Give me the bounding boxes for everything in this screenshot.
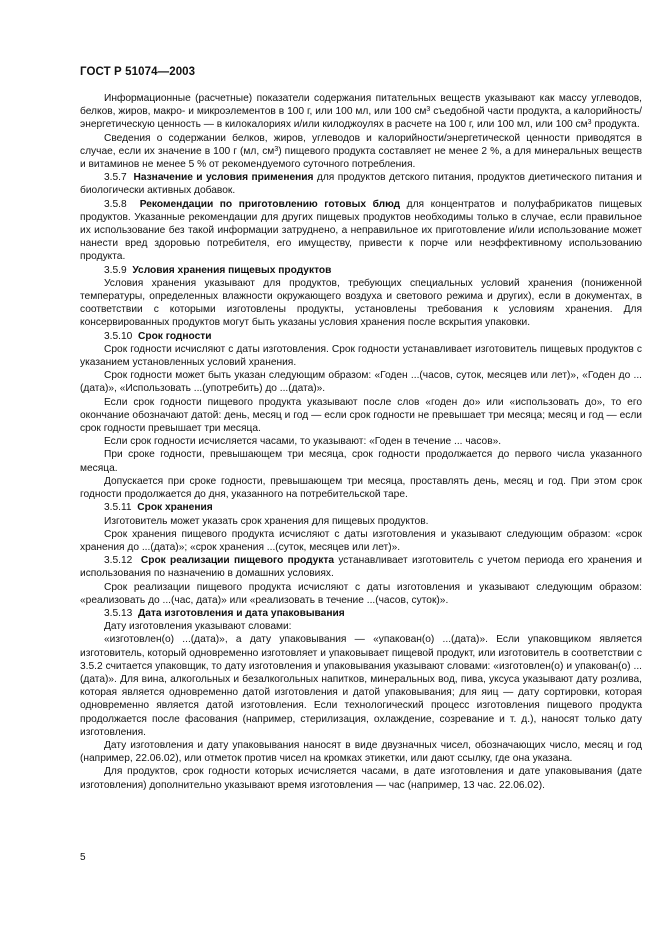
paragraph-text: Дату изготовления указывают словами: bbox=[104, 621, 292, 633]
section-number: 3.5.10 bbox=[104, 330, 138, 342]
section-heading: Срок хранения bbox=[137, 502, 213, 514]
paragraph-text: «изготовлен(о) ...(дата)», а дату упаковывания — «упакован(о) ...(дата)». Если упаковщиком является изготовитель, который одновременно изготовляет и упаковывает пищевой продукт, или изготовитель в соответствии с 3.5.2 считается упаковщик, то дату изготовления и упаковывания указывают словами: «изготовлен(о) и упакован(о) ...(дата)». Для вина, алкогольных и безалкогольных напитков, минеральных вод, пива, уксуса указывают дату розлива, которая является одновременно датой изготовления и датой упаковывания; для яиц — дату сортировки, которая одновременно является датой изготовления. Если технологический процесс изготовления пищевого продукта продолжается после фасования (например, стерилизация, охлаждение, созревание и т. д.), наносят только дату изготовления. bbox=[80, 634, 642, 738]
paragraph-text: Срок реализации пищевого продукта исчисляют с даты изготовления и указывают следующим образом: «реализовать до ...(час, дата)» или «реализовать в течение ...(часов, суток)». bbox=[80, 581, 642, 606]
body-paragraph bbox=[80, 765, 642, 791]
body-paragraph bbox=[80, 528, 642, 554]
paragraph-text: Допускается при сроке годности, превышающем три месяца, проставлять день, месяц и год. При этом срок годности продолжается до дня, указанного на потребительской таре. bbox=[80, 475, 642, 501]
section-number: 3.5.12 bbox=[104, 555, 141, 567]
section-paragraph bbox=[80, 171, 642, 197]
body-paragraph bbox=[80, 435, 642, 448]
section-number: 3.5.11 bbox=[104, 502, 138, 514]
section-number: 3.5.13 bbox=[104, 607, 138, 619]
section-paragraph bbox=[80, 554, 642, 580]
paragraph-text: Изготовитель может указать срок хранения для пищевых продуктов. bbox=[104, 515, 429, 527]
body-paragraph bbox=[80, 633, 642, 739]
paragraph-text: При сроке годности, превышающем три месяца, срок годности продолжается до первого числа указанного месяца. bbox=[80, 449, 642, 474]
standard-header: ГОСТ Р 51074—2003 bbox=[80, 66, 196, 78]
section-heading: Назначение и условия применения bbox=[133, 172, 314, 184]
section-paragraph bbox=[80, 501, 642, 514]
paragraph-text: Если срок годности исчисляется часами, то указывают: «Годен в течение ... часов». bbox=[104, 436, 502, 448]
paragraph-text: Дату изготовления и дату упаковывания наносят в виде двузначных чисел, обозначающих число, месяц и год (например, 22.06.02), или отметок против чисел на кромках этикетки, или дают ссылку, где она указана. bbox=[80, 739, 642, 765]
body-paragraph bbox=[80, 475, 642, 501]
body-paragraph bbox=[80, 739, 642, 765]
paragraph-text: Срок хранения пищевого продукта исчисляют с даты изготовления и указывают следующим образом: «срок хранения до ...(дата)»; «срок хранения ...(суток, месяцев или лет)». bbox=[80, 528, 642, 553]
page-number: 5 bbox=[80, 852, 86, 863]
paragraph-text: Сведения о содержании белков, жиров, углеводов и калорийности/энергетической ценности приводятся в случае, если их значение в 100 г (мл, $см^3$) пищевого продукта составляет не менее 2 %, а для минеральных веществ и витаминов не менее 5 % от рекомендуемого суточного потребления. bbox=[80, 132, 642, 171]
body-paragraph bbox=[80, 369, 642, 395]
body-paragraph bbox=[80, 92, 642, 132]
paragraph-text: Срок годности исчисляют с даты изготовления. Срок годности устанавливает изготовитель пищевых продуктов с указанием установленных условий хранения. bbox=[80, 343, 642, 369]
paragraph-text: Срок годности может быть указан следующим образом: «Годен ...(часов, суток, месяцев или лет)», «Годен до ...(дата)», «Использовать ...(употребить) до ...(дата)». bbox=[80, 370, 642, 395]
body-paragraph bbox=[80, 343, 642, 369]
paragraph-text: Информационные (расчетные) показатели содержания питательных веществ указывают как массу углеводов, белков, жиров, макро- и микроэлементов в 100 г, или 100 мл, или 100 $см^3$ съедобной части продукта, а калорийность/энергетическую ценность — в килокалориях и/или килоджоулях в расчете на 100 г, или 100 мл, или 100 $см^3$ продукта. bbox=[80, 93, 642, 131]
body-paragraph bbox=[80, 132, 642, 172]
paragraph-text: для концентратов и полуфабрикатов пищевых продуктов. Указанные рекомендации для других пищевых продуктов необходимы только в случае, если правильное их использование без такой информации затруднено, а неправильное их приготовление и/или использование может нанести вред здоровью потребителя, его имуществу, привести к порче или неэффективному использованию продукта. bbox=[80, 198, 642, 263]
section-paragraph bbox=[80, 264, 642, 277]
body-paragraph bbox=[80, 448, 642, 474]
section-number: 3.5.7 bbox=[104, 172, 134, 184]
body-paragraph bbox=[80, 515, 642, 528]
section-heading: Срок годности bbox=[138, 330, 212, 342]
section-paragraph bbox=[80, 330, 642, 343]
body-paragraph bbox=[80, 396, 642, 436]
section-heading: Условия хранения пищевых продуктов bbox=[132, 264, 332, 276]
paragraph-text: Если срок годности пищевого продукта указывают после слов «годен до» или «использовать до», то его окончание обозначают датой: день, месяц и год — если срок годности не превышает три месяца; месяц и год — если срок годности превышает три месяца. bbox=[80, 396, 642, 435]
body-paragraph bbox=[80, 581, 642, 607]
paragraph-text: Для продуктов, срок годности которых исчисляется часами, в дате изготовления и дате упаковывания (дате изготовления) дополнительно указывают время изготовления — час (например, 13 час. 22.06.02). bbox=[80, 766, 642, 791]
section-heading: Рекомендации по приготовлению готовых блюд bbox=[139, 198, 401, 210]
section-number: 3.5.8 bbox=[104, 198, 140, 210]
section-paragraph bbox=[80, 607, 642, 620]
paragraph-text: для продуктов детского питания, продуктов диетического питания и биологически активных добавок. bbox=[80, 172, 642, 197]
section-heading: Дата изготовления и дата упаковывания bbox=[138, 607, 345, 619]
section-heading: Срок реализации пищевого продукта bbox=[140, 555, 335, 567]
section-number: 3.5.9 bbox=[104, 264, 133, 276]
paragraph-text: Условия хранения указывают для продуктов, требующих специальных условий хранения (пониженной температуры, определенных влажности окружающего воздуха и светового режима и других), если в документах, в соответствии с которыми изготовлены продукты, установлены требования к условиям хранения. Для консервированных продуктов могут быть указаны условия хранения после вскрытия упаковки. bbox=[80, 277, 642, 329]
document-body bbox=[80, 92, 642, 792]
section-paragraph bbox=[80, 198, 642, 264]
body-paragraph bbox=[80, 277, 642, 330]
body-paragraph bbox=[80, 620, 642, 633]
paragraph-text: устанавливает изготовитель с учетом периода его хранения и использования по назначению в домашних условиях. bbox=[80, 555, 642, 580]
